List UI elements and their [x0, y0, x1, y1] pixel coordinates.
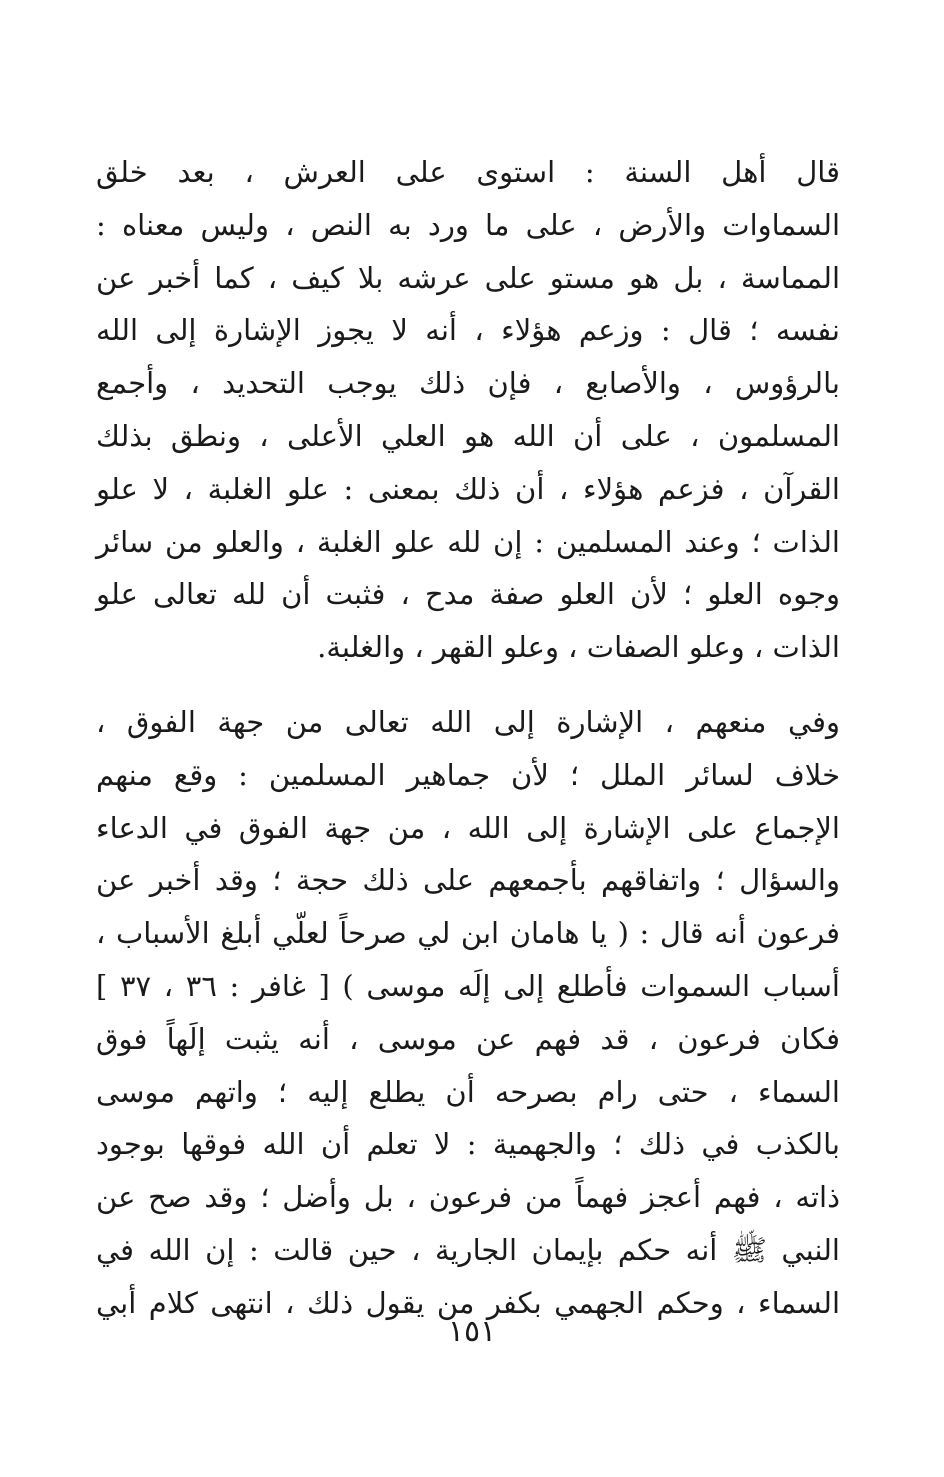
text-line: الإجماع على الإشارة إلى الله ، من جهة الفوق في الدعاء — [96, 810, 840, 845]
paragraph-2 — [96, 696, 840, 1330]
text-line: القرآن ، فزعم هؤلاء ، أن ذلك بمعنى : علو الغلبة ، لا علو — [96, 471, 840, 506]
text-line: الذات ، وعلو الصفات ، وعلو القهر ، والغلبة. — [317, 630, 840, 665]
text-line: أسباب السموات فأطلع إلى إلَه موسى ) [ غافر : ٣٦ ، ٣٧ ] — [96, 968, 840, 1003]
text-line: السماء ، حتى رام بصرحه أن يطلع إليه ؛ واتهم موسى — [96, 1074, 840, 1109]
text-line: الذات ؛ وعند المسلمين : إن لله علو الغلبة ، والعلو من سائر — [96, 524, 840, 559]
page-number: ١٥١ — [447, 1314, 497, 1349]
text-line: المماسة ، بل هو مستو على عرشه بلا كيف ، كما أخبر عن — [96, 260, 840, 295]
text-line: بالرؤوس ، والأصابع ، فإن ذلك يوجب التحديد ، وأجمع — [96, 366, 840, 401]
text-line: قال أهل السنة : استوى على العرش ، بعد خلق — [96, 155, 840, 189]
text-line: خلاف لسائر الملل ؛ لأن جماهير المسلمين : وقع منهم — [96, 757, 840, 792]
text-line: السماء ، وحكم الجهمي بكفر من يقول ذلك ، انتهى كلام أبي — [96, 1285, 840, 1320]
text-line: وجوه العلو ؛ لأن العلو صفة مدح ، فثبت أن لله تعالى علو — [96, 577, 840, 612]
text-line: المسلمون ، على أن الله هو العلي الأعلى ، ونطق بذلك — [96, 418, 840, 453]
text-line: السماوات والأرض ، على ما ورد به النص ، وليس معناه : — [96, 207, 840, 242]
paragraph-1 — [96, 146, 840, 674]
page-body — [96, 146, 840, 1330]
text-line: والسؤال ؛ واتفاقهم بأجمعهم على ذلك حجة ؛ وقد أخبر عن — [96, 863, 840, 898]
text-line: بالكذب في ذلك ؛ والجهمية : لا تعلم أن الله فوقها بوجود — [96, 1127, 840, 1162]
text-line: وفي منعهم ، الإشارة إلى الله تعالى من جهة الفوق ، — [96, 704, 840, 739]
text-line: النبي ﷺ أنه حكم بإيمان الجارية ، حين قالت : إن الله في — [96, 1232, 840, 1267]
text-line: فرعون أنه قال : ( يا هامان ابن لي صرحاً لعلّي أبلغ الأسباب ، — [96, 916, 840, 951]
text-line: فكان فرعون ، قد فهم عن موسى ، أنه يثبت إلَهاً فوق — [96, 1021, 840, 1056]
text-line: ذاته ، فهم أعجز فهماً من فرعون ، بل وأضل ؛ وقد صح عن — [96, 1180, 841, 1215]
text-line: نفسه ؛ قال : وزعم هؤلاء ، أنه لا يجوز الإشارة إلى الله — [96, 313, 840, 348]
